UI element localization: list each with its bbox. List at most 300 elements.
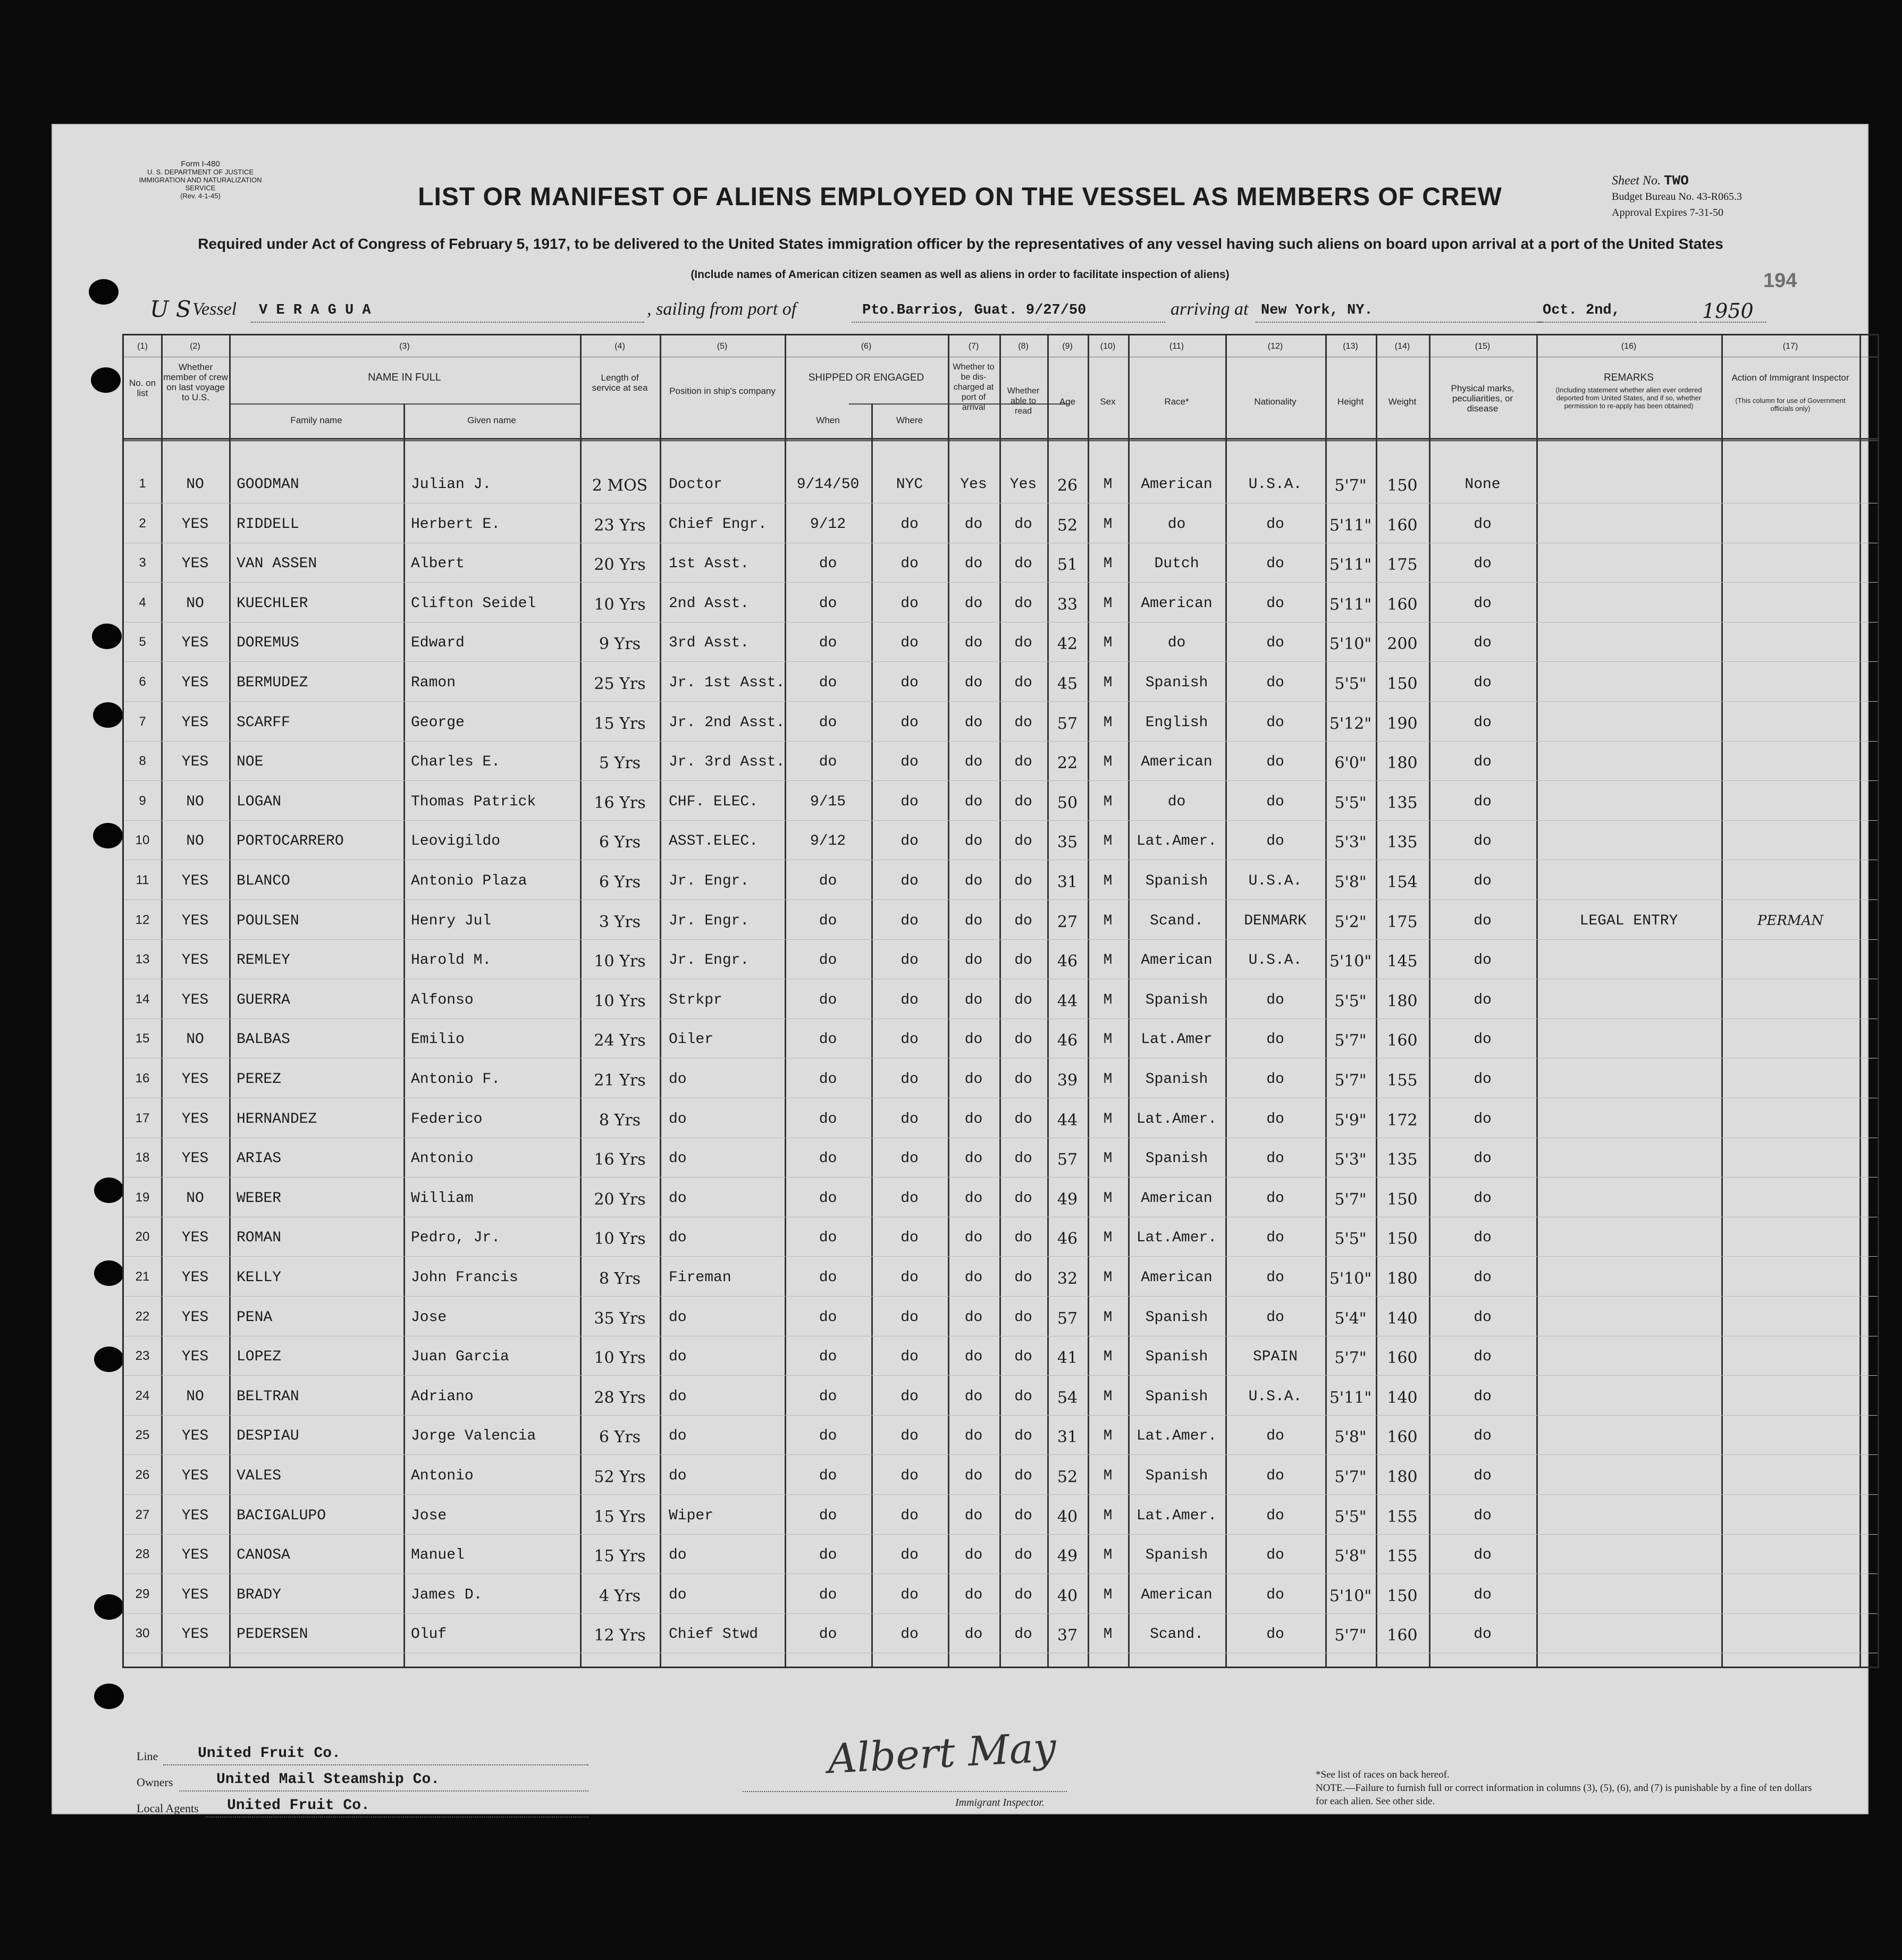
year-underline [1699,322,1766,323]
cell-age: 44 [1057,1111,1078,1130]
cell-position: do [669,1428,687,1445]
cell-position: Doctor [669,476,722,493]
cell-race: Spanish [1145,1309,1208,1326]
cell-family: ROMAN [237,1230,282,1247]
cell-no: 15 [135,1031,150,1046]
cell-member: NO [186,1388,204,1405]
cell-family: BELTRAN [237,1388,299,1405]
cell-disch: do [964,635,983,652]
cell-given: Alfonso [411,991,474,1008]
cell-position: 2nd Asst. [669,595,750,612]
cell-position: Oiler [669,1031,714,1048]
row-rule [124,622,1878,623]
cell-when: do [819,754,837,771]
cell-race: American [1141,952,1213,969]
cell-length: 35 Yrs [594,1309,646,1328]
cell-where: do [900,1190,919,1207]
cell-position: Fireman [669,1269,731,1286]
cell-when: do [819,1150,837,1167]
cell-no: 9 [139,793,146,808]
cell-read: do [1014,1150,1032,1167]
cell-race: Spanish [1145,1349,1208,1366]
cell-read: do [1014,1547,1032,1564]
row-rule [124,1415,1878,1416]
cell-sex: M [1103,952,1113,969]
cell-read: do [1014,912,1032,929]
sheet-number: TWO [1663,173,1689,189]
cell-where: do [900,595,919,612]
col-shipped: SHIPPED OR ENGAGED [808,372,924,383]
cell-length: 21 Yrs [594,1071,646,1090]
cell-given: Antonio F. [411,1071,501,1088]
cell-where: do [900,1547,919,1564]
cell-phys: do [1474,1586,1492,1603]
arriving-label: arriving at [1171,299,1249,319]
cell-phys: None [1465,476,1501,493]
cell-where: do [900,873,919,889]
cell-phys: do [1474,1190,1492,1207]
cell-length: 9 Yrs [599,635,641,654]
cell-family: CANOSA [237,1547,290,1564]
vessel-underline [251,322,644,323]
col-num-8: (8) [1018,342,1029,351]
row-rule [124,661,1878,662]
cell-height: 5'8" [1334,873,1367,891]
cell-disch: do [964,595,983,612]
cell-no: 8 [139,754,146,769]
cell-disch: do [964,1190,983,1207]
col-where: Where [896,415,923,425]
cell-member: YES [181,754,209,771]
cell-member: YES [181,1309,209,1326]
cell-weight: 180 [1387,754,1418,773]
punch-hole [92,624,122,649]
cell-height: 5'10" [1329,1269,1372,1288]
cell-phys: do [1474,1269,1492,1286]
cell-weight: 160 [1387,1349,1418,1368]
cell-no: 13 [135,952,150,967]
cell-phys: do [1474,714,1492,731]
cell-race: Spanish [1145,991,1208,1008]
cell-phys: do [1474,1309,1492,1326]
cell-nat: do [1266,1626,1284,1643]
cell-no: 26 [135,1468,150,1482]
cell-disch: do [964,912,983,929]
cell-family: KUECHLER [237,595,308,612]
cell-height: 5'7" [1334,476,1367,495]
cell-weight: 175 [1387,912,1418,931]
cell-age: 44 [1057,991,1078,1011]
cell-race: Spanish [1145,675,1208,691]
col-read: Whether able to read [1007,386,1040,416]
row-rule [124,1454,1878,1455]
approval-expiry: Approval Expires 7-31-50 [1612,207,1723,218]
penalty-note: NOTE.—Failure to furnish full or correct information in columns (3), (5), (6), and (7) is punishable by a fine of ten dollars for each alien. See other side. [1316,1782,1812,1807]
cell-where: NYC [896,476,923,493]
cell-no: 22 [135,1309,150,1324]
cell-age: 57 [1057,714,1078,733]
cell-disch: do [964,1428,983,1445]
cell-race: Spanish [1145,1468,1208,1484]
cell-weight: 150 [1387,1586,1418,1605]
cell-nat: do [1266,1230,1284,1247]
cell-age: 26 [1057,476,1078,495]
cell-position: 1st Asst. [669,556,750,573]
punch-hole [94,1177,124,1203]
cell-height: 5'4" [1334,1309,1367,1328]
cell-where: do [900,952,919,969]
col-no: No. on list [129,378,156,398]
cell-length: 28 Yrs [594,1388,646,1407]
cell-race: Spanish [1145,1150,1208,1167]
cell-where: do [900,635,919,652]
cell-given: Clifton Seidel [411,595,536,612]
row-rule [124,1375,1878,1376]
cell-where: do [900,1586,919,1603]
cell-age: 35 [1057,833,1078,852]
race-note: *See list of races on back hereof. [1316,1769,1450,1780]
cell-weight: 190 [1387,714,1418,733]
cell-position: Jr. 1st Asst. [669,675,785,691]
cell-when: do [819,1507,837,1524]
cell-race: Spanish [1145,1071,1208,1088]
cell-disch: do [964,1071,983,1088]
cell-height: 5'5" [1334,1230,1367,1249]
cell-disch: do [964,1626,983,1643]
row-rule [124,1613,1878,1614]
cell-no: 10 [135,833,150,848]
cell-nat: U.S.A. [1248,476,1302,493]
cell-age: 46 [1057,952,1078,971]
col-num-5: (5) [717,342,728,351]
cell-given: Emilio [411,1031,465,1048]
sailing-port: Pto.Barrios, Guat. 9/27/50 [862,302,1087,318]
cell-disch: do [964,1388,983,1405]
cell-nat: do [1266,516,1284,533]
cell-disch: do [964,556,983,573]
cell-when: do [819,595,837,612]
cell-sex: M [1103,675,1113,691]
cell-phys: do [1474,833,1492,850]
cell-age: 40 [1057,1507,1078,1526]
cell-given: Harold M. [411,952,492,969]
cell-disch: do [964,793,983,810]
cell-position: Jr. 3rd Asst. [669,754,785,771]
cell-no: 4 [139,595,146,610]
cell-sex: M [1103,476,1113,493]
cell-nat: do [1266,675,1284,691]
cell-when: do [819,1547,837,1564]
cell-height: 5'7" [1334,1468,1367,1486]
vessel-prefix: U S [150,296,191,322]
cell-when: do [819,1388,837,1405]
cell-phys: do [1474,1626,1492,1643]
cell-weight: 145 [1387,952,1418,971]
cell-where: do [900,833,919,850]
cell-no: 23 [135,1349,150,1364]
cell-disch: do [964,1468,983,1484]
punch-hole [89,279,119,305]
cell-sex: M [1103,873,1113,889]
cell-disch: do [964,516,983,533]
cell-race: Lat.Amer. [1136,1507,1217,1524]
cell-given: George [411,714,465,731]
date-underline [1537,322,1697,323]
cell-sex: M [1103,833,1113,850]
cell-length: 25 Yrs [594,675,646,693]
cell-nat: do [1266,1269,1284,1286]
budget-bureau: Budget Bureau No. 43-R065.3 [1612,191,1742,203]
cell-nat: SPAIN [1252,1349,1298,1366]
cell-height: 5'11" [1329,556,1372,575]
cell-phys: do [1474,1349,1492,1366]
cell-nat: do [1266,793,1284,810]
cell-read: do [1014,1626,1032,1643]
cell-nat: U.S.A. [1248,1388,1302,1405]
cell-sex: M [1103,1071,1113,1088]
cell-read: do [1014,1428,1032,1445]
owners-label: Owners [137,1776,173,1789]
cell-when: 9/12 [810,833,846,850]
cell-position: CHF. ELEC. [669,793,759,810]
cell-height: 5'7" [1334,1071,1367,1090]
cell-phys: do [1474,1507,1492,1524]
cell-family: REMLEY [237,952,290,969]
cell-phys: do [1474,595,1492,612]
cell-no: 5 [139,635,146,650]
cell-age: 27 [1057,912,1078,931]
col-discharged: Whether to be dis-charged at port of arrival [953,363,995,412]
cell-phys: do [1474,793,1492,810]
cell-height: 5'10" [1329,952,1372,971]
cell-when: do [819,912,837,929]
cell-where: do [900,754,919,771]
cell-age: 41 [1057,1349,1078,1368]
cell-nat: do [1266,595,1284,612]
cell-when: do [819,675,837,691]
cell-given: Federico [411,1111,483,1128]
row-rule [124,820,1878,821]
cell-length: 8 Yrs [599,1111,641,1130]
cell-nat: do [1266,1309,1284,1326]
cell-position: do [669,1309,687,1326]
cell-weight: 140 [1387,1388,1418,1407]
cell-height: 5'2" [1334,912,1367,931]
cell-race: Scand. [1150,912,1204,929]
cell-where: do [900,1230,919,1247]
cell-phys: do [1474,1468,1492,1484]
cell-race: Lat.Amer. [1136,833,1217,850]
cell-weight: 150 [1387,1190,1418,1209]
cell-when: do [819,1190,837,1207]
cell-length: 3 Yrs [599,912,641,931]
cell-where: do [900,1428,919,1445]
cell-sex: M [1103,1349,1113,1366]
cell-position: do [669,1349,687,1366]
cell-family: BACIGALUPO [237,1507,326,1524]
cell-weight: 200 [1387,635,1418,654]
col-num-17: (17) [1782,342,1798,351]
cell-given: Jose [411,1507,447,1524]
col-num-13: (13) [1343,342,1358,351]
cell-length: 16 Yrs [594,793,646,812]
cell-age: 51 [1057,556,1078,575]
cell-read: do [1014,635,1032,652]
cell-no: 29 [135,1586,150,1601]
cell-family: PEDERSEN [237,1626,308,1643]
sailing-label: , sailing from port of [647,299,797,319]
cell-position: do [669,1230,687,1247]
cell-when: do [819,1468,837,1484]
cell-age: 57 [1057,1309,1078,1328]
cell-position: Chief Stwd [669,1626,759,1643]
cell-position: 3rd Asst. [669,635,750,652]
cell-member: YES [181,1071,209,1088]
cell-sex: M [1103,1468,1113,1484]
cell-race: American [1141,1190,1213,1207]
cell-age: 57 [1057,1150,1078,1170]
cell-nat: do [1266,1428,1284,1445]
cell-given: John Francis [411,1269,518,1286]
cell-sex: M [1103,1626,1113,1643]
cell-member: YES [181,952,209,969]
cell-weight: 180 [1387,991,1418,1011]
cell-nat: do [1266,991,1284,1008]
cell-no: 2 [139,516,146,531]
cell-where: do [900,556,919,573]
row-rule [124,1534,1878,1535]
cell-where: do [900,1468,919,1484]
punch-hole [94,1594,124,1620]
col-weight: Weight [1388,397,1417,407]
cell-weight: 180 [1387,1468,1418,1486]
cell-read: do [1014,1388,1032,1405]
row-rule [124,741,1878,742]
col-remarks: REMARKS [1604,372,1654,383]
cell-weight: 172 [1387,1111,1418,1130]
col-num-6: (6) [861,342,872,351]
cell-where: do [900,1111,919,1128]
cell-weight: 160 [1387,595,1418,614]
agents-label: Local Agents [137,1802,199,1815]
cell-disch: do [964,1031,983,1048]
cell-given: Julian J. [411,476,492,493]
cell-family: DOREMUS [237,635,299,652]
cell-member: YES [181,912,209,929]
cell-weight: 155 [1387,1507,1418,1526]
cell-race: American [1141,1269,1213,1286]
cell-member: YES [181,873,209,889]
cell-where: do [900,1309,919,1326]
cell-given: Albert [411,556,465,573]
cell-length: 12 Yrs [594,1626,646,1645]
cell-race: Spanish [1145,1547,1208,1564]
cell-when: do [819,1349,837,1366]
cell-length: 10 Yrs [594,1349,646,1368]
cell-weight: 135 [1387,1150,1418,1170]
cell-member: NO [186,833,204,850]
cell-race: American [1141,476,1213,493]
col-num-2: (2) [190,342,200,351]
cell-member: NO [186,1190,204,1207]
cell-read: do [1014,1507,1032,1524]
cell-phys: do [1474,912,1492,929]
cell-nat: do [1266,1507,1284,1524]
col-age: Age [1059,397,1076,407]
cell-phys: do [1474,1547,1492,1564]
cell-position: Jr. Engr. [669,912,750,929]
cell-sex: M [1103,1031,1113,1048]
cell-nat: do [1266,714,1284,731]
cell-position: do [669,1150,687,1167]
cell-nat: do [1266,1071,1284,1088]
cell-disch: do [964,1349,983,1366]
department-name: U. S. DEPARTMENT OF JUSTICE [147,168,254,176]
cell-no: 3 [139,556,146,570]
cell-family: LOPEZ [237,1349,282,1366]
row-rule [124,780,1878,781]
cell-family: BLANCO [237,873,290,889]
cell-read: do [1014,873,1032,889]
cell-disch: do [964,1586,983,1603]
cell-age: 46 [1057,1031,1078,1050]
cell-age: 42 [1057,635,1078,654]
cell-given: Antonio [411,1468,474,1484]
cell-race: Lat.Amer [1141,1031,1213,1048]
cell-nat: do [1266,1150,1284,1167]
cell-position: do [669,1586,687,1603]
cell-no: 25 [135,1428,150,1443]
cell-nat: U.S.A. [1248,952,1302,969]
cell-family: BERMUDEZ [237,675,308,691]
cell-height: 5'10" [1329,1586,1372,1605]
col-position: Position in ship's company [669,386,776,396]
cell-family: POULSEN [237,912,299,929]
cell-where: do [900,1507,919,1524]
cell-no: 17 [135,1111,150,1125]
cell-phys: do [1474,991,1492,1008]
agents-value: United Fruit Co. [227,1797,370,1814]
cell-given: James D. [411,1586,483,1603]
cell-race: Spanish [1145,1388,1208,1405]
cell-nat: do [1266,1586,1284,1603]
cell-weight: 140 [1387,1309,1418,1328]
cell-race: Dutch [1154,556,1199,573]
cell-family: WEBER [237,1190,282,1207]
cell-disch: do [964,1150,983,1167]
cell-no: 19 [135,1190,150,1205]
cell-height: 5'5" [1334,1507,1367,1526]
cell-length: 6 Yrs [599,873,641,891]
cell-when: do [819,635,837,652]
cell-sex: M [1103,714,1113,731]
cell-member: YES [181,1547,209,1564]
cell-position: do [669,1547,687,1564]
cell-disch: do [964,675,983,691]
col-num-15: (15) [1475,342,1491,351]
col-sex: Sex [1100,397,1116,407]
cell-length: 24 Yrs [594,1031,646,1050]
line-label: Line [137,1749,158,1763]
cell-read: do [1014,1349,1032,1366]
cell-no: 27 [135,1507,150,1522]
col-num-16: (16) [1621,342,1637,351]
cell-family: GOODMAN [237,476,299,493]
cell-where: do [900,793,919,810]
cell-disch: do [964,1507,983,1524]
cell-no: 12 [135,912,150,927]
cell-read: Yes [1009,476,1037,493]
